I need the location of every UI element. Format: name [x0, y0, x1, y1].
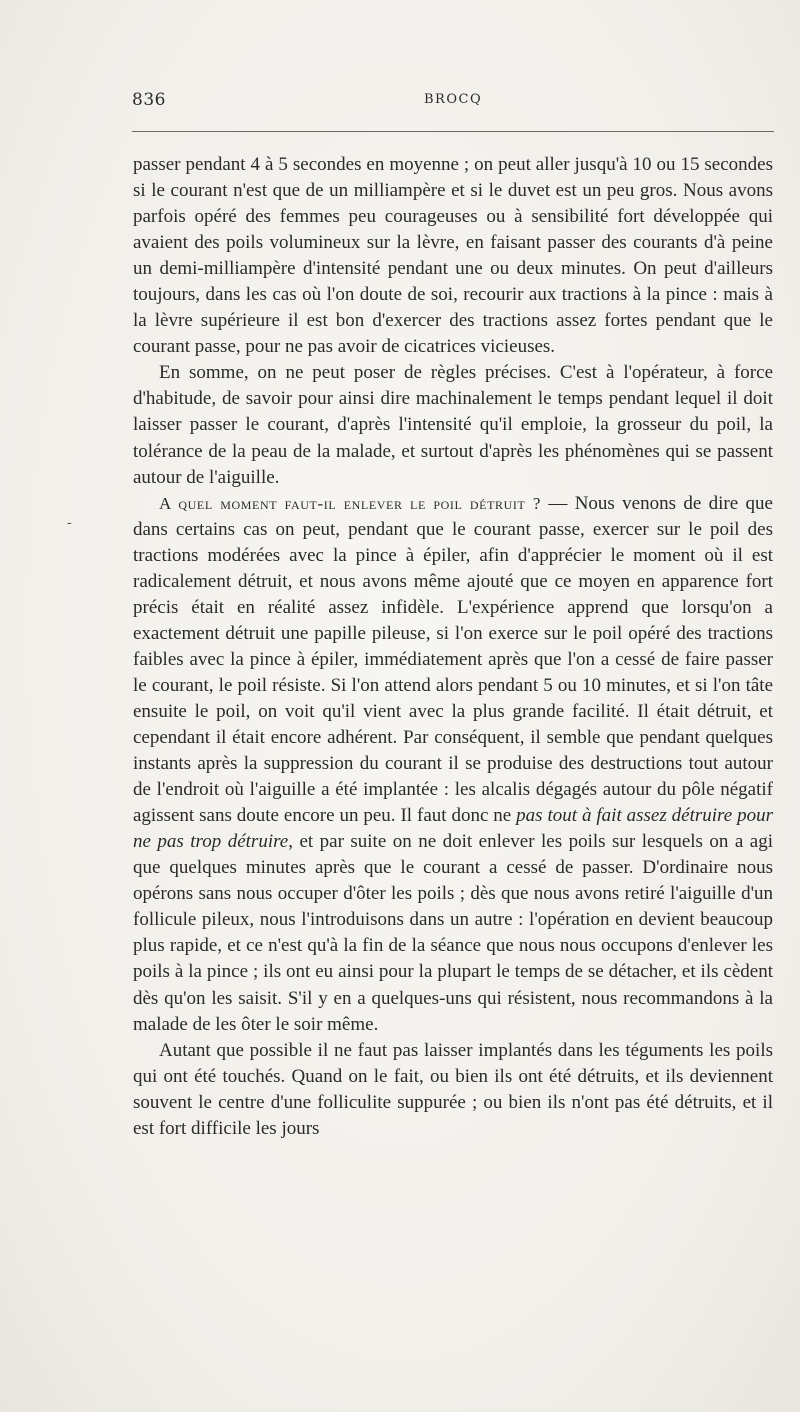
paragraph-3-text-a: — Nous venons de dire que dans certains cas on peut, pendant que le courant passe, exercer sur le poil des tractions modérées avec la pince à épiler, afin d'apprécier le moment où il est radicalement détruit, et nous avons même ajouté que ce moyen en apparence fort précis était en réalité assez infidèle. L'expérience apprend que lorsqu'on a exactement détruit une papille pileuse, si l'on exerce sur le poil opéré des tractions faibles avec la pince à épiler, immédiatement après que l'on a cessé de faire passer le courant, le poil résiste. Si l'on attend alors pendant 5 ou 10 minutes, et si l'on tâte ensuite le poil, on voit qu'il vient avec la plus grande facilité. Il était détruit, et cependant il était encore adhérent. Par conséquent, il semble que pendant quelques instants après la suppression du courant il se produise des destructions tout autour de l'endroit où l'aiguille a été implantée : les alcalis dégagés autour du pôle négatif agissent sans doute encore un peu. Il faut donc ne — [133, 492, 773, 827]
section-heading: A quel moment faut-il enlever le poil détruit ? — [159, 493, 541, 513]
margin-mark: - — [67, 515, 72, 531]
header-rule — [132, 131, 774, 132]
paragraph-2: En somme, on ne peut poser de règles précises. C'est à l'opérateur, à force d'habitude, de savoir pour ainsi dire machinalement le temps pendant lequel il doit laisser passer le courant, d'après l'intensité qu'il emploie, la grosseur du poil, la tolérance de la peau de la malade, et surtout d'après les phénomènes qui se passent autour de l'aiguille. — [133, 362, 773, 488]
paragraph-3-text-b: , et par suite on ne doit enlever les poils sur lesquels on a agi que quelques minutes après que le courant a cessé de passer. D'ordinaire nous opérons sans nous occuper d'ôter les poils ; dès que nous avons retiré l'aiguille d'un follicule pileux, nous l'introduisons dans un autre : l'opération en devient beaucoup plus rapide, et ce n'est qu'à la fin de la séance que nous nous occupons d'enlever les poils à la pince ; ils ont eu ainsi pour la plupart le temps de se détacher, et ils cèdent dès qu'on les saisit. S'il y en a quelques-uns qui résistent, nous recommandons à la malade de les ôter le soir même. — [133, 831, 773, 1035]
running-head: BROCQ — [424, 92, 483, 107]
page-header — [132, 90, 774, 112]
paragraph-1: passer pendant 4 à 5 secondes en moyenne ; on peut aller jusqu'à 10 ou 15 secondes si le courant n'est que de un milliampère et si le duvet est un peu gros. Nous avons parfois opéré des femmes peu courageuses ou à sensibilité fort développée qui avaient des poils volumineux sur la lèvre, en faisant passer des courants d'à peine un demi-milliampère d'intensité pendant une ou deux minutes. On peut d'ailleurs toujours, dans les cas où l'on doute de soi, recourir aux tractions à la pince : mais à la lèvre supérieure il est bon d'exercer des tractions assez fortes pendant que le courant passe, pour ne pas avoir de cicatrices vicieuses. — [133, 154, 773, 358]
page-number: 836 — [132, 90, 166, 110]
paragraph-3 — [133, 491, 773, 1038]
body-text — [133, 152, 773, 1142]
italic-phrase: pas tout à fait assez détruire pour ne pas trop détruire — [133, 805, 773, 853]
paragraph-4: Autant que possible il ne faut pas laisser implantés dans les téguments les poils qui ont été touchés. Quand on le fait, ou bien ils ont été détruits, et ils deviennent souvent le centre d'une folliculite suppurée ; ou bien ils n'ont pas été détruits, et il est fort difficile les jours — [133, 1039, 773, 1139]
